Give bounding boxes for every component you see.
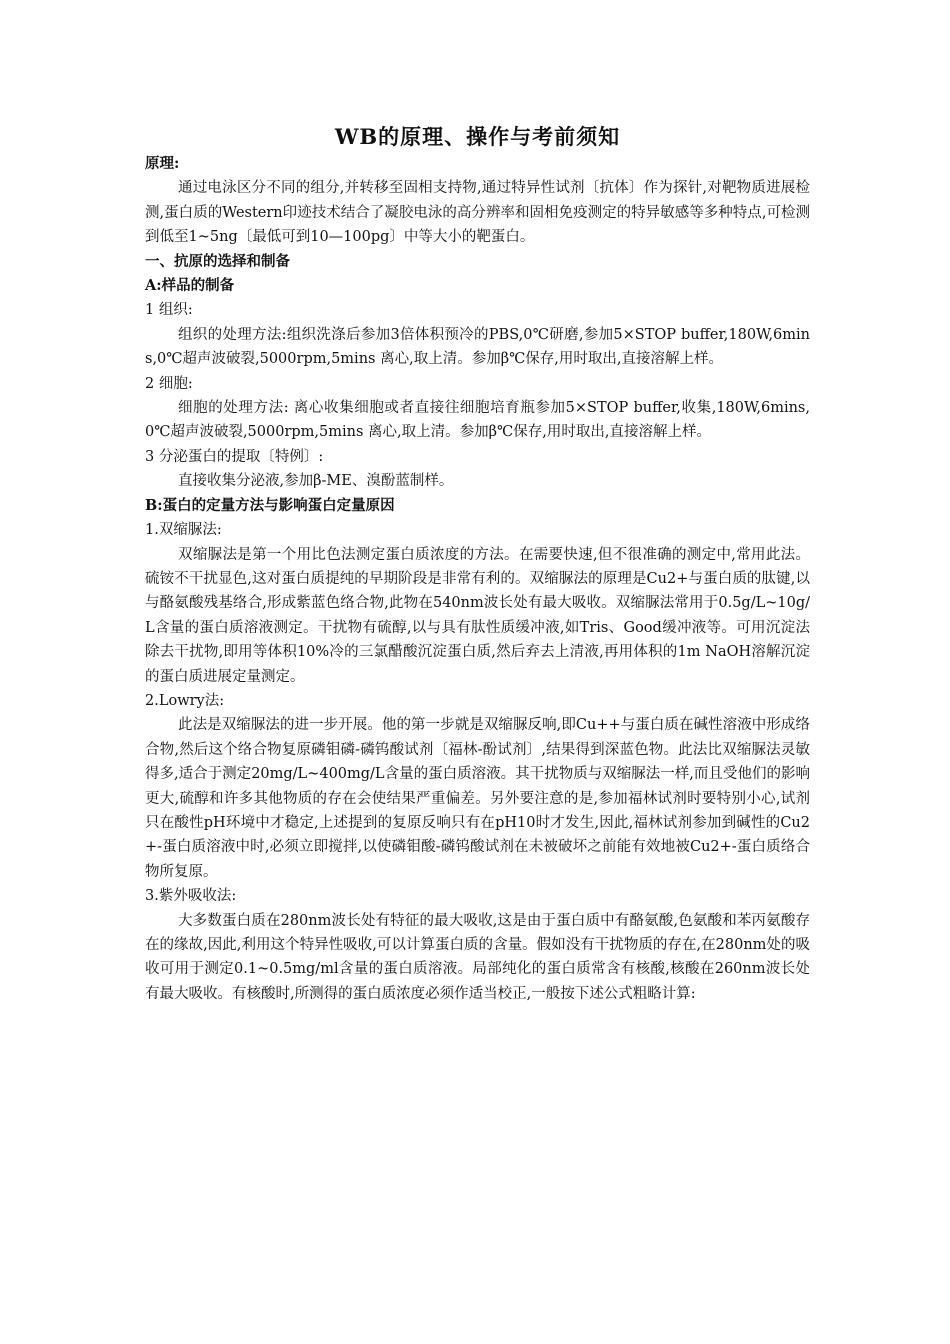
item-1-label: 1 组织: (145, 302, 193, 319)
item-2-label: 2 细胞: (145, 375, 193, 392)
document-title: WB的原理、操作与考前须知 (334, 124, 621, 149)
item-1-paragraph: 组织的处理方法:组织洗涤后参加3倍体积预冷的PBS,0℃研磨,参加5×STOP buffer,180W,6mins,0℃超声波破裂,5000rpm,5mins 离心,取上清。参加β℃保存,用时取出,直接溶解上样。 (145, 326, 810, 368)
principle-heading: 原理: (145, 155, 180, 172)
section-1-heading: 一、抗原的选择和制备 (145, 252, 290, 270)
principle-paragraph: 通过电泳区分不同的组分,并转移至固相支持物,通过特异性试剂〔抗体〕作为探针,对靶物质进展检测,蛋白质的Western印迹技术结合了凝胶电泳的高分辨率和固相免疫测定的特异敏感等多种特点,可检测到低至1~5ng〔最低可到10—100pg〕中等大小的靶蛋白。 (145, 180, 810, 246)
method-2-paragraph: 此法是双缩脲法的进一步开展。他的第一步就是双缩脲反响,即Cu++与蛋白质在碱性溶液中形成络合物,然后这个络合物复原磷钼磷-磷钨酸试剂〔福林-酚试剂〕,结果得到深蓝色物。此法比双缩脲法灵敏得多,适合于测定20mg/L~400mg/L含量的蛋白质溶液。其干扰物质与双缩脲法一样,而且受他们的影响更大,硫醇和许多其他物质的存在会使结果严重偏差。另外要注意的是,参加福林试剂时要特别小心,试剂只在酸性pH环境中才稳定,上述提到的复原反响只有在pH10时才发生,因此,福林试剂参加到碱性的Cu2+-蛋白质溶液中时,必须立即搅拌,以使磷钼酸-磷钨酸试剂在未被破坏之前能有效地被Cu2+-蛋白质络合物所复原。 (145, 717, 810, 880)
method-3-label: 3.紫外吸收法: (145, 888, 237, 905)
method-2-label: 2.Lowry法: (145, 692, 225, 709)
item-3-label: 3 分泌蛋白的提取〔特例〕: (145, 448, 324, 465)
item-3-paragraph: 直接收集分泌液,参加β-ME、溴酚蓝制样。 (178, 473, 454, 490)
method-1-paragraph: 双缩脲法是第一个用比色法测定蛋白质浓度的方法。在需要快速,但不很准确的测定中,常用此法。硫铵不干扰显色,这对蛋白质提纯的早期阶段是非常有利的。双缩脲法的原理是Cu2+与蛋白质的肽键,以与酪氨酸残基络合,形成紫蓝色络合物,此物在540nm波长处有最大吸收。双缩脲法常用于0.5g/L~10g/L含量的蛋白质溶液测定。干扰物有硫醇,以与具有肽性质缓冲液,如Tris、Good缓冲液等。可用沉淀法除去干扰物,即用等体积10%冷的三氯醋酸沉淀蛋白质,然后弃去上清液,再用体积的1m NaOH溶解沉淀的蛋白质进展定量测定。 (145, 546, 810, 685)
section-b-heading: B:蛋白的定量方法与影响蛋白定量原因 (145, 496, 395, 514)
section-a-heading: A:样品的制备 (145, 277, 235, 295)
item-2-paragraph: 细胞的处理方法: 离心收集细胞或者直接往细胞培育瓶参加5×STOP buffer,收集,180W,6mins,0℃超声波破裂,5000rpm,5mins 离心,取上清。参加β℃保存,用时取出,直接溶解上样。 (145, 400, 810, 441)
method-1-label: 1.双缩脲法: (145, 522, 222, 539)
document-page (145, 122, 810, 1006)
method-3-paragraph: 大多数蛋白质在280nm波长处有特征的最大吸收,这是由于蛋白质中有酪氨酸,色氨酸和苯丙氨酸存在的缘故,因此,利用这个特异性吸收,可以计算蛋白质的含量。假如没有干扰物质的存在,在280nm处的吸收可用于测定0.1~0.5mg/ml含量的蛋白质溶液。局部纯化的蛋白质常含有核酸,核酸在260nm波长处有最大吸收。有核酸时,所测得的蛋白质浓度必须作适当校正,一般按下述公式粗略计算: (145, 912, 810, 1002)
